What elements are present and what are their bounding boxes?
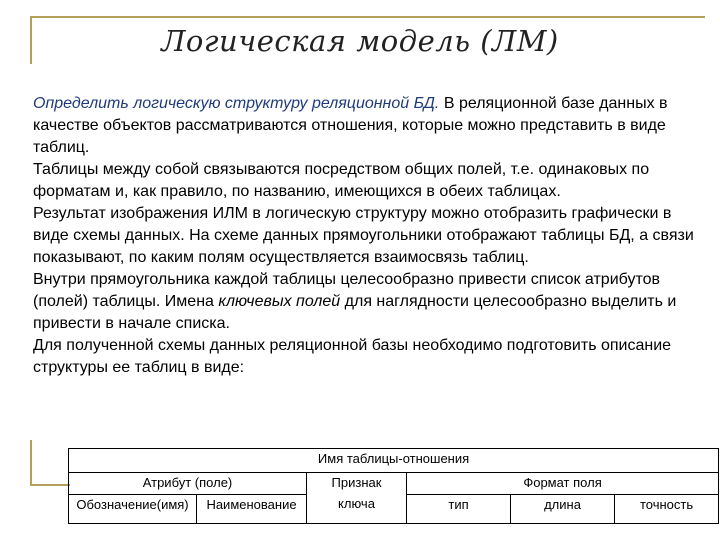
- col-length: длина: [511, 495, 615, 524]
- slide-title: Логическая модель (ЛМ): [161, 24, 559, 58]
- frame-left-lower-line: [30, 440, 32, 486]
- schema-header-cell: Имя таблицы-отношения: [69, 449, 719, 473]
- col-type: тип: [407, 495, 511, 524]
- paragraph-3: Результат изображения ИЛМ в логическую структуру можно отобразить графически в виде схемы данных. На схеме данных прямоугольники отображают таблицы БД, а связи показывают, по каким полям осуществляется взаимосвязь таблиц.: [33, 205, 694, 266]
- paragraph-4: [33, 269, 701, 335]
- frame-bottom-left-line: [30, 484, 70, 486]
- frame-top-line: [30, 16, 705, 18]
- key-flag-top: Признак: [331, 475, 382, 491]
- slide-body: [33, 93, 701, 379]
- lead-sentence: Определить логическую структуру реляционной БД.: [33, 95, 440, 112]
- key-fields-emphasis: ключевых полей: [218, 293, 341, 310]
- attribute-group-cell: Атрибут (поле): [69, 473, 307, 495]
- table-structure-schema: [68, 448, 719, 524]
- paragraph-1: [33, 93, 701, 159]
- col-designation: Обозначение(имя): [69, 495, 197, 524]
- paragraph-1-rest: В реляционной базе данных в качестве объектов рассматриваются отношения, которые можно представить в виде таблиц.: [33, 95, 668, 156]
- col-precision: точность: [615, 495, 719, 524]
- key-flag-cell: [307, 473, 407, 524]
- paragraph-2: Таблицы между собой связываются посредством общих полей, т.е. одинаковых по форматам и, как правило, по названию, имеющихся в обеих таблицах.: [33, 161, 650, 200]
- format-group-cell: Формат поля: [407, 473, 719, 495]
- paragraph-4-end: для наглядности целесообразно выделить и привести в начале списка.: [33, 293, 677, 332]
- paragraph-5: Для полученной схемы данных реляционной базы необходимо подготовить описание структуры ее таблиц в виде:: [33, 337, 672, 376]
- paragraph-4-start: Внутри прямоугольника каждой таблицы целесообразно привести список атрибутов (полей) таблицы. Имена: [33, 271, 660, 310]
- col-name: Наименование: [197, 495, 307, 524]
- key-flag-bottom: ключа: [338, 496, 375, 512]
